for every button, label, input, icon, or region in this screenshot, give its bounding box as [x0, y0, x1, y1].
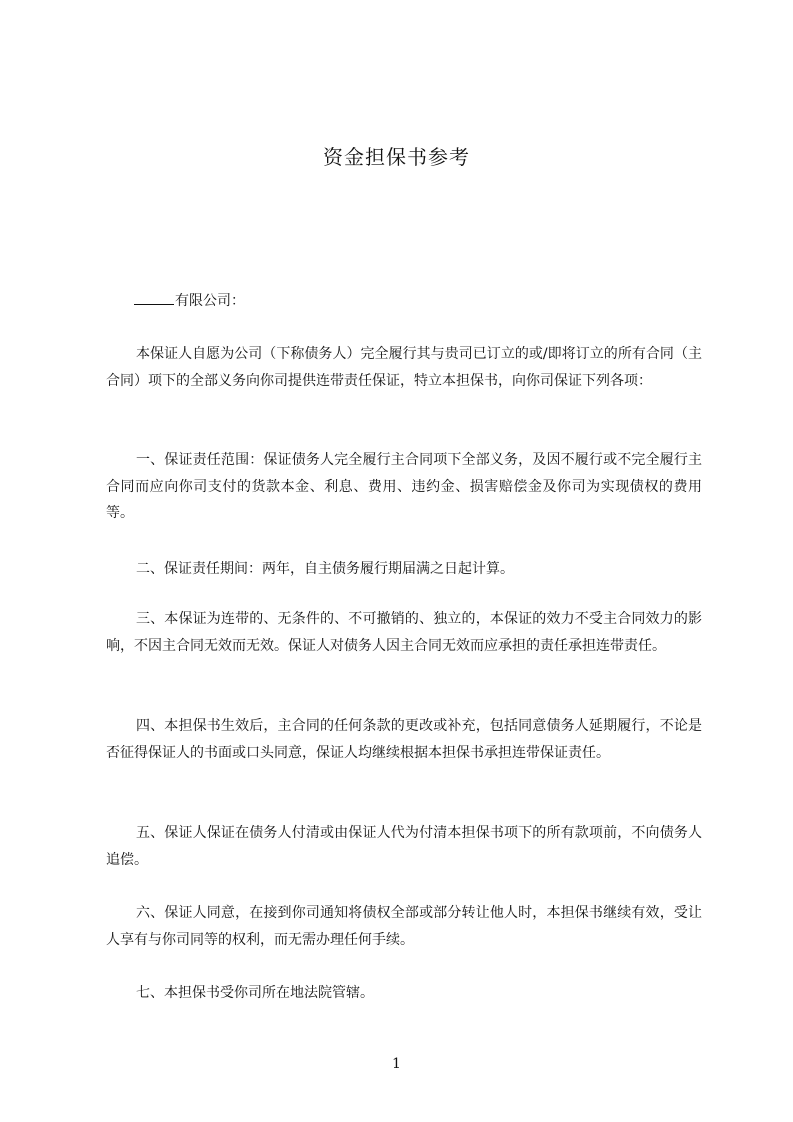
document-title: 资金担保书参考 — [323, 145, 470, 169]
clause-1: 一、保证责任范围：保证债务人完全履行主合同项下全部义务，及因不履行或不完全履行主合同而应向你司支付的货款本金、利息、费用、违约金、损害赔偿金及你司为实现债权的费用等。 — [106, 452, 702, 521]
salutation-text: 有限公司： — [175, 293, 245, 309]
clause-7: 七、本担保书受你司所在地法院管辖。 — [136, 985, 374, 1001]
clause-4: 四、本担保书生效后，主合同的任何条款的更改或补充，包括同意债务人延期履行，不论是否征得保证人的书面或口头同意，保证人均继续根据本担保书承担连带保证责任。 — [106, 718, 702, 761]
clause-3: 三、本保证为连带的、无条件的、不可撤销的、独立的，本保证的效力不受主合同效力的影响，不因主合同无效而无效。保证人对债务人因主合同无效而应承担的责任承担连带责任。 — [106, 611, 702, 654]
salutation-line — [134, 290, 245, 311]
clause-2: 二、保证责任期间：两年，自主债务履行期届满之日起计算。 — [136, 561, 514, 577]
clause-6: 六、保证人同意，在接到你司通知将债权全部或部分转让他人时，本担保书继续有效，受让人享有与你司同等的权利，而无需办理任何手续。 — [106, 905, 702, 948]
company-name-blank — [134, 290, 174, 305]
intro-paragraph: 本保证人自愿为公司（下称债务人）完全履行其与贵司已订立的或/即将订立的所有合同（主合同）项下的全部义务向你司提供连带责任保证，特立本担保书，向你司保证下列各项： — [106, 346, 702, 389]
page-number: 1 — [392, 1056, 401, 1072]
clause-5: 五、保证人保证在债务人付清或由保证人代为付清本担保书项下的所有款项前，不向债务人追偿。 — [106, 825, 702, 868]
